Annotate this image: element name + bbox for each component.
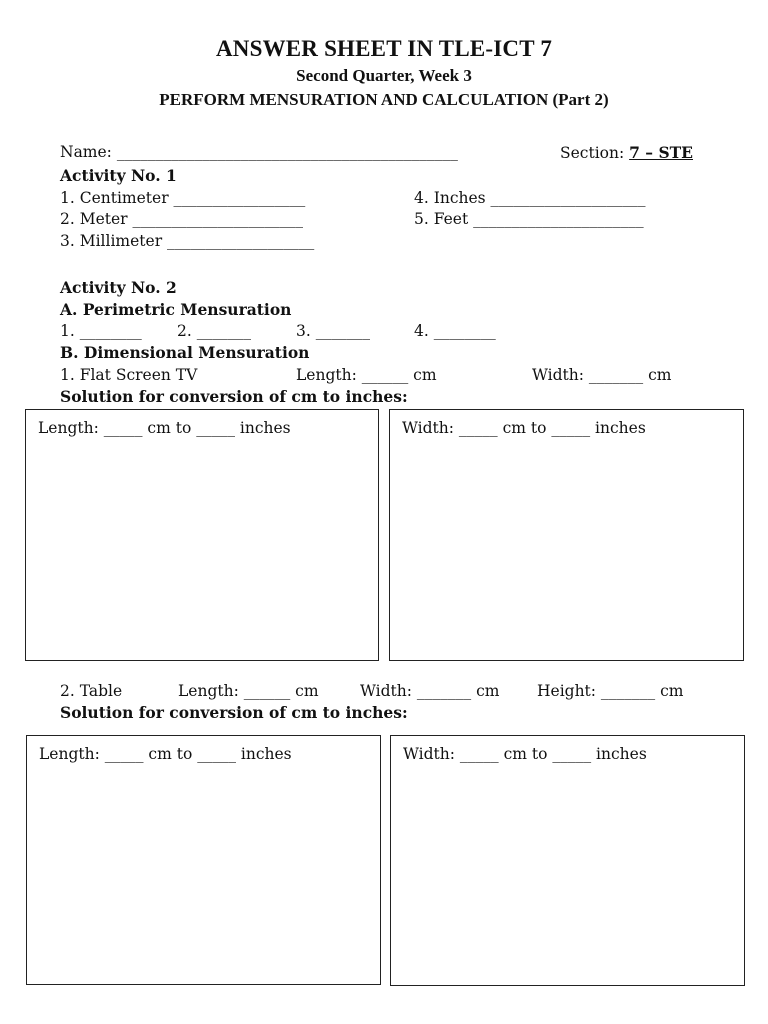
tv-width-solution-label: Width: _____ cm to _____ inches: [402, 419, 646, 437]
table-item-name: 2. Table: [60, 682, 123, 700]
section-field: [560, 143, 693, 162]
page-title: ANSWER SHEET IN TLE-ICT 7: [215, 36, 553, 61]
dimensional-title: B. Dimensional Mensuration: [60, 343, 310, 362]
table-width-field[interactable]: Width: _______ cm: [360, 682, 500, 700]
table-length-solution-label: Length: _____ cm to _____ inches: [39, 745, 292, 763]
perimetric-item-2[interactable]: 2. _______: [177, 322, 251, 340]
tv-width-solution-box[interactable]: [389, 409, 744, 661]
table-length-field[interactable]: Length: ______ cm: [178, 682, 319, 700]
name-field[interactable]: Name: ____________________________________________: [60, 143, 458, 161]
activity1-item-5[interactable]: 5. Feet ______________________: [414, 210, 644, 228]
activity2-title: Activity No. 2: [60, 278, 177, 297]
table-solution-title: Solution for conversion of cm to inches:: [60, 703, 408, 722]
table-width-solution-label: Width: _____ cm to _____ inches: [403, 745, 647, 763]
table-length-solution-box[interactable]: [26, 735, 381, 985]
tv-length-solution-label: Length: _____ cm to _____ inches: [38, 419, 291, 437]
perimetric-item-3[interactable]: 3. _______: [296, 322, 370, 340]
perimetric-item-4[interactable]: 4. ________: [414, 322, 496, 340]
activity1-item-2[interactable]: 2. Meter ______________________: [60, 210, 303, 228]
tv-width-field[interactable]: Width: _______ cm: [532, 366, 672, 384]
table-height-field[interactable]: Height: _______ cm: [537, 682, 684, 700]
activity1-item-3[interactable]: 3. Millimeter ___________________: [60, 232, 315, 250]
tv-solution-title: Solution for conversion of cm to inches:: [60, 387, 408, 406]
perimetric-item-1[interactable]: 1. ________: [60, 322, 142, 340]
perimetric-title: A. Perimetric Mensuration: [60, 300, 292, 319]
activity1-item-1[interactable]: 1. Centimeter _________________: [60, 189, 306, 207]
page-subtitle: Second Quarter, Week 3: [296, 66, 472, 85]
table-width-solution-box[interactable]: [390, 735, 745, 986]
section-value: 7 – STE: [629, 143, 693, 162]
tv-item-name: 1. Flat Screen TV: [60, 366, 198, 384]
section-label: Section:: [560, 144, 630, 162]
activity1-item-4[interactable]: 4. Inches ____________________: [414, 189, 646, 207]
activity1-title: Activity No. 1: [60, 166, 177, 185]
lesson-title: PERFORM MENSURATION AND CALCULATION (Part 2): [159, 90, 609, 109]
tv-length-field[interactable]: Length: ______ cm: [296, 366, 437, 384]
tv-length-solution-box[interactable]: [25, 409, 379, 661]
